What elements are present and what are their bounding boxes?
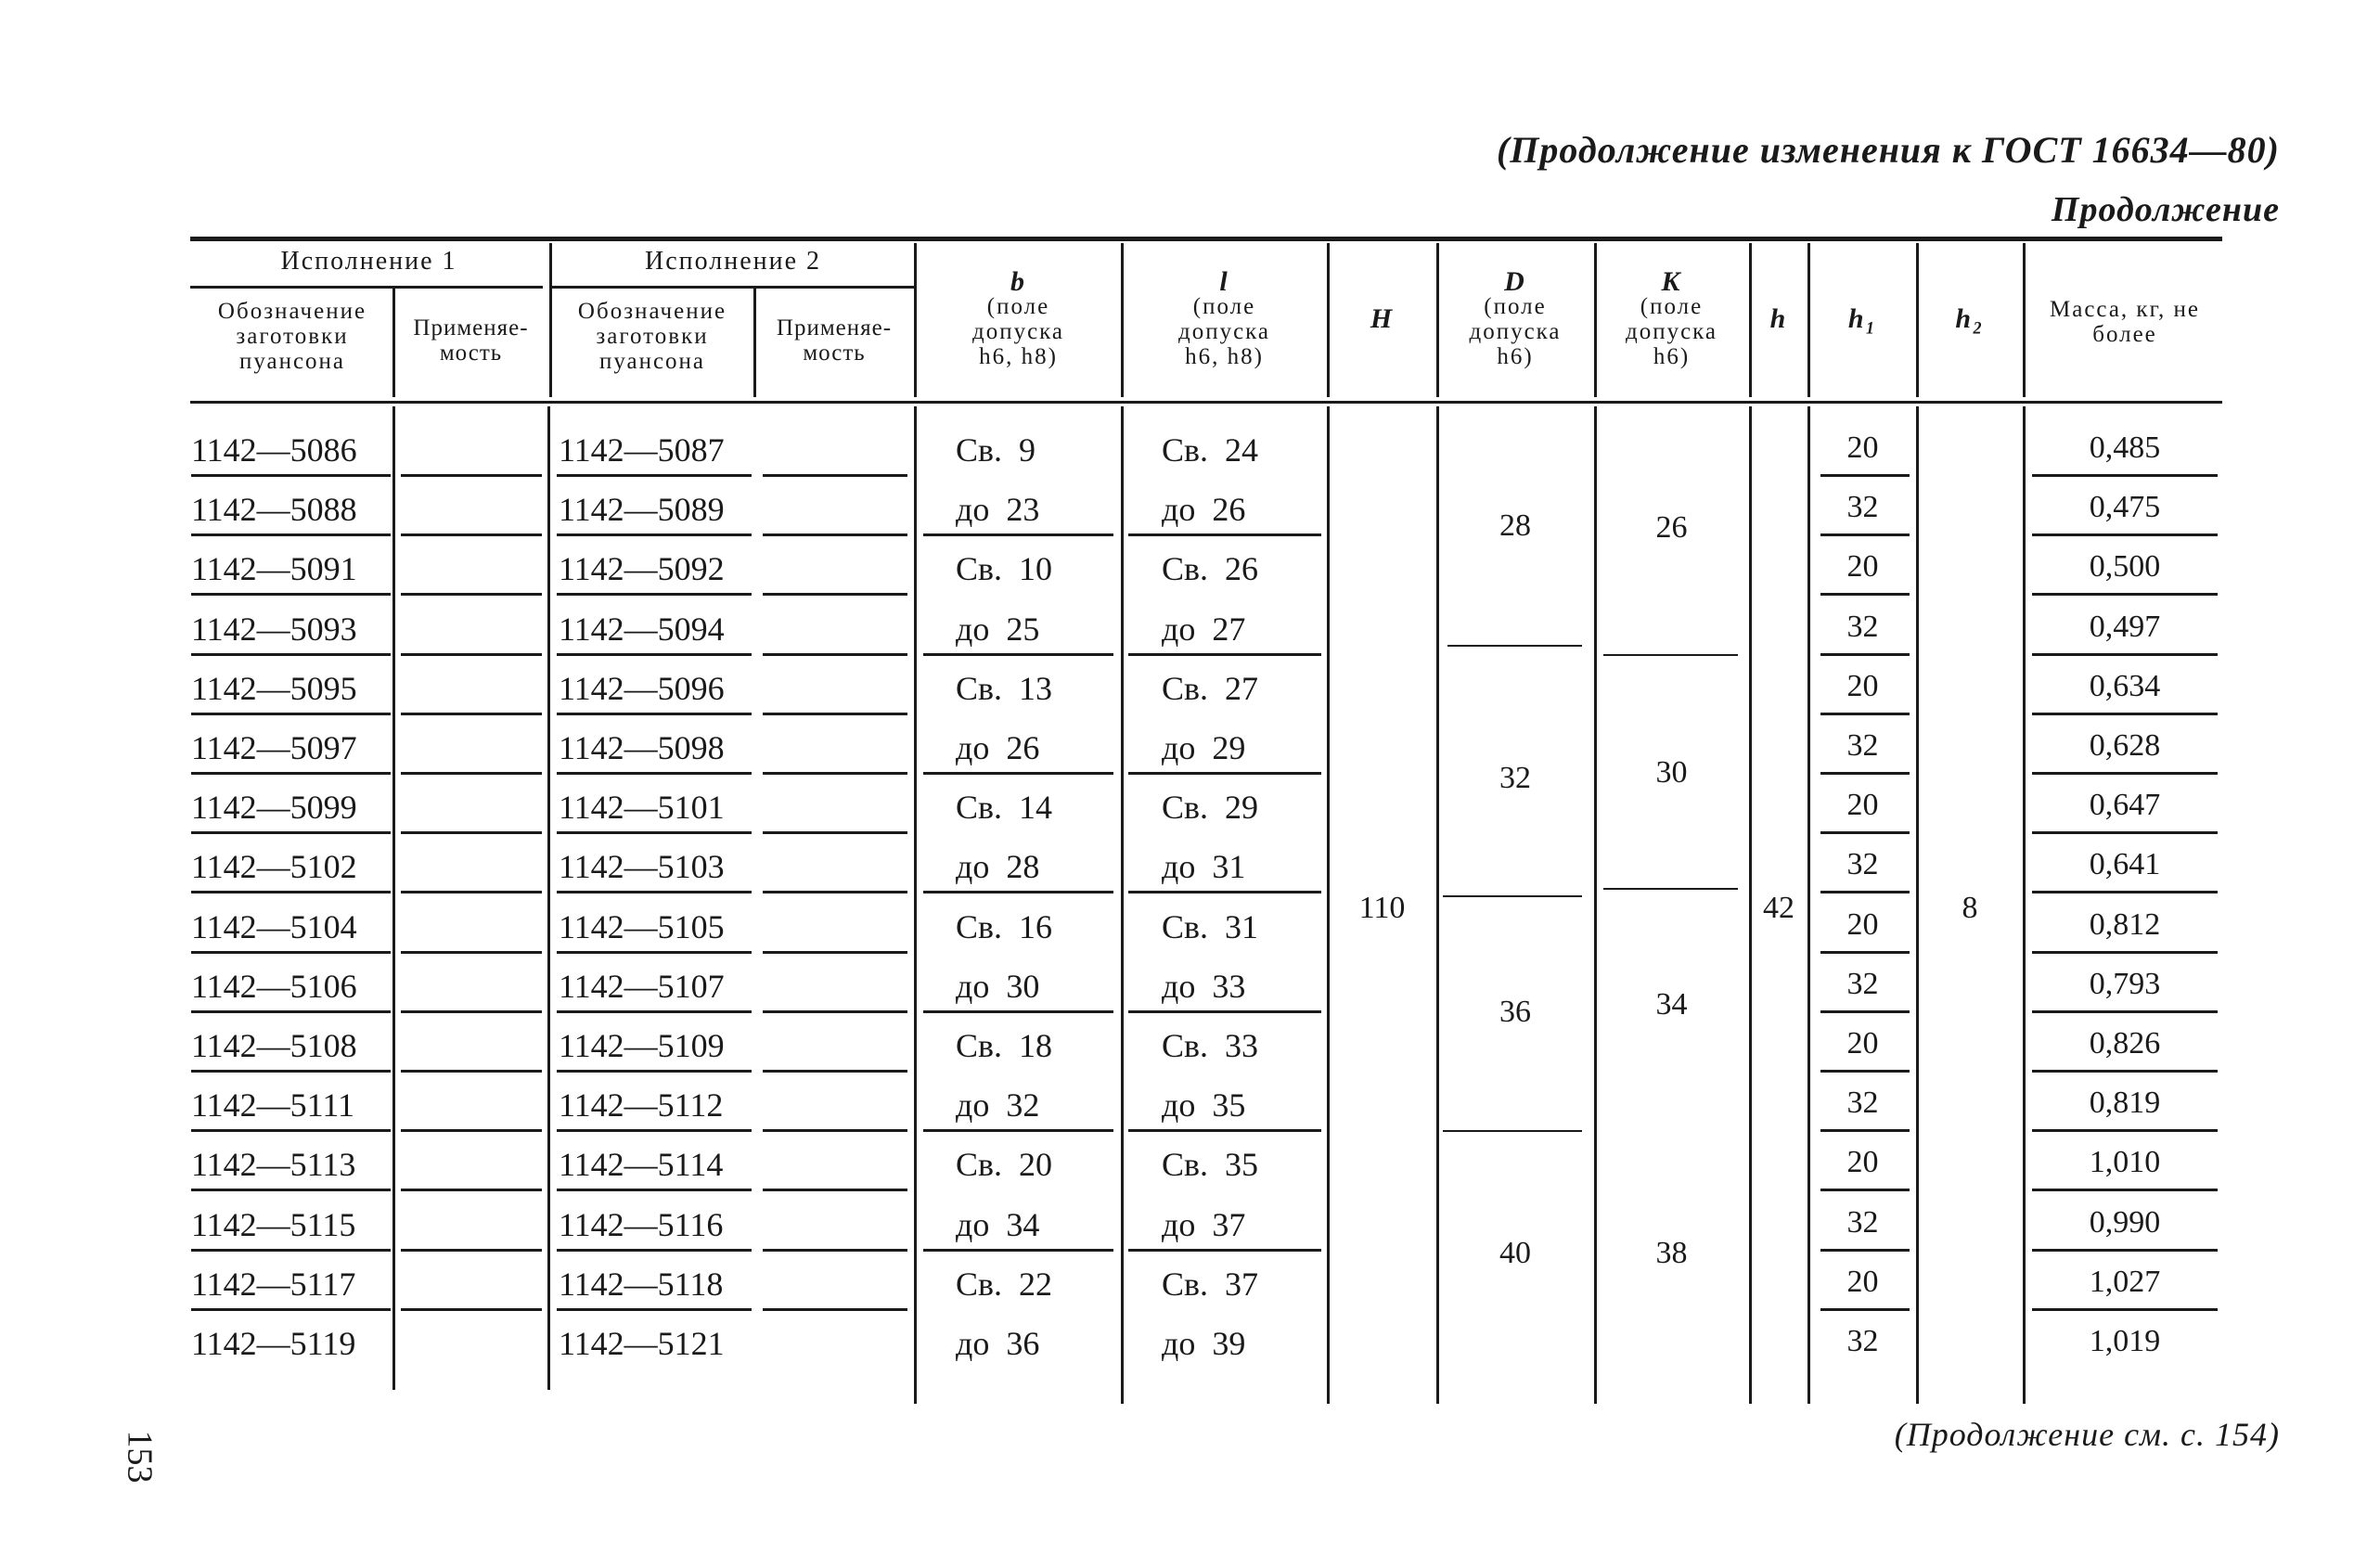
b-tolerance: Св. 16 (956, 908, 1053, 945)
h1-value: 20 (1846, 907, 1879, 942)
mass-value: 0,485 (2089, 431, 2161, 465)
mass-value: 0,812 (2089, 907, 2161, 942)
row-rule (1820, 1189, 1910, 1191)
l-tolerance: до 35 (1162, 1086, 1246, 1124)
l-tolerance: Св. 31 (1162, 908, 1259, 945)
h1-value: 20 (1846, 431, 1879, 465)
blank-code-exec1: 1142—5095 (191, 670, 357, 707)
merged-K-2: 30 (1655, 755, 1688, 790)
h1-value: 20 (1846, 788, 1879, 822)
blank-code-exec2: 1142—5105 (559, 908, 725, 945)
mass-value: 0,793 (2089, 967, 2161, 1001)
merged-K-1: 26 (1655, 510, 1688, 545)
mass-value: 0,497 (2089, 610, 2161, 644)
applicability-rule (763, 593, 907, 596)
applicability-rule (401, 653, 542, 656)
blank-code-exec1: 1142—5106 (191, 968, 357, 1005)
row-rule (557, 713, 752, 715)
merged-H: 110 (1358, 891, 1406, 925)
header-b-symbol: b (1010, 266, 1026, 297)
l-tolerance: до 27 (1162, 610, 1246, 648)
row-rule (2032, 1129, 2218, 1132)
b-tolerance: до 25 (956, 610, 1040, 648)
applicability-rule (763, 653, 907, 656)
header-h: h (1769, 303, 1788, 334)
header-b (919, 266, 1118, 369)
merged-D-4: 40 (1499, 1236, 1531, 1270)
col-rule (1121, 243, 1124, 397)
l-tolerance: Св. 26 (1162, 550, 1259, 587)
blank-code-exec1: 1142—5099 (191, 789, 357, 826)
row-rule (2032, 474, 2218, 477)
l-tolerance: до 39 (1162, 1325, 1246, 1362)
row-rule (923, 1249, 1113, 1252)
b-tolerance: до 30 (956, 968, 1040, 1005)
applicability-rule (401, 1010, 542, 1013)
row-rule (191, 1129, 391, 1132)
merged-D-2: 32 (1499, 761, 1531, 795)
header-h1: h₁ (1847, 303, 1878, 334)
row-rule (1820, 1070, 1910, 1073)
K-group-rule (1603, 888, 1738, 890)
b-tolerance: Св. 22 (956, 1266, 1053, 1303)
h1-value: 20 (1846, 1265, 1879, 1299)
row-rule (191, 1070, 391, 1073)
mass-value: 1,019 (2089, 1324, 2161, 1358)
applicability-rule (763, 831, 907, 834)
applicability-rule (401, 831, 542, 834)
mass-value: 1,010 (2089, 1145, 2161, 1179)
applicability-rule (763, 1308, 907, 1311)
applicability-rule (763, 1189, 907, 1191)
continuation-label: Продолжение (2051, 190, 2280, 229)
row-rule (2032, 831, 2218, 834)
applicability-rule (401, 772, 542, 775)
row-rule (1128, 533, 1321, 536)
applicability-rule (763, 1129, 907, 1132)
b-tolerance: Св. 13 (956, 670, 1053, 707)
exec2-sub-rule (552, 286, 914, 289)
page-number: 153 (120, 1430, 160, 1484)
row-rule (923, 653, 1113, 656)
blank-code-exec2: 1142—5109 (559, 1027, 725, 1064)
mass-value: 0,634 (2089, 669, 2161, 703)
mass-value: 0,819 (2089, 1086, 2161, 1120)
mass-value: 0,475 (2089, 490, 2161, 524)
row-rule (191, 533, 391, 536)
applicability-rule (401, 1308, 542, 1311)
blank-code-exec2: 1142—5103 (559, 848, 725, 885)
header-h2: h₂ (1955, 303, 1985, 334)
header-D-sub: (поле допуска h6) (1469, 294, 1562, 369)
blank-code-exec1: 1142—5104 (191, 908, 357, 945)
applicability-rule (763, 772, 907, 775)
blank-code-exec2: 1142—5096 (559, 670, 725, 707)
h1-value: 32 (1846, 847, 1879, 881)
row-rule (191, 474, 391, 477)
row-rule (1820, 831, 1910, 834)
row-rule (1820, 1249, 1910, 1252)
row-rule (2032, 533, 2218, 536)
l-tolerance: до 26 (1162, 491, 1246, 528)
row-rule (191, 831, 391, 834)
header-mass: Масса, кг, не более (2050, 297, 2200, 347)
D-group-rule (1443, 1130, 1582, 1132)
row-rule (923, 772, 1113, 775)
row-rule (557, 1070, 752, 1073)
b-tolerance: Св. 10 (956, 550, 1053, 587)
row-rule (557, 1249, 752, 1252)
l-tolerance: до 29 (1162, 729, 1246, 766)
h1-value: 20 (1846, 669, 1879, 703)
l-tolerance: Св. 29 (1162, 789, 1259, 826)
header-applicability-1: Применяе-мость (413, 315, 529, 366)
applicability-rule (763, 891, 907, 893)
row-rule (2032, 653, 2218, 656)
blank-code-exec1: 1142—5119 (191, 1325, 356, 1362)
blank-code-exec1: 1142—5117 (191, 1266, 356, 1303)
row-rule (557, 653, 752, 656)
b-tolerance: до 34 (956, 1206, 1040, 1243)
b-tolerance: до 23 (956, 491, 1040, 528)
row-rule (191, 1249, 391, 1252)
blank-code-exec2: 1142—5089 (559, 491, 725, 528)
row-rule (2032, 1010, 2218, 1013)
header-bottom-rule (190, 401, 2222, 404)
row-rule (191, 653, 391, 656)
mass-value: 0,641 (2089, 847, 2161, 881)
row-rule (1820, 951, 1910, 954)
merged-K-3: 34 (1655, 987, 1688, 1022)
blank-code-exec1: 1142—5113 (191, 1146, 356, 1183)
col-rule (1121, 406, 1124, 1404)
h1-value: 20 (1846, 1026, 1879, 1060)
header-l-symbol: l (1219, 266, 1229, 297)
header-l (1125, 266, 1324, 369)
row-rule (1820, 593, 1910, 596)
blank-code-exec1: 1142—5086 (191, 431, 357, 469)
col-rule (914, 406, 917, 1404)
mass-value: 1,027 (2089, 1265, 2161, 1299)
l-tolerance: Св. 37 (1162, 1266, 1259, 1303)
D-group-rule (1447, 645, 1582, 647)
row-rule (191, 713, 391, 715)
merged-h2: 8 (1962, 891, 1978, 925)
row-rule (1820, 1308, 1910, 1311)
continuation-note: (Продолжение см. с. 154) (1894, 1416, 2280, 1453)
b-tolerance: Св. 14 (956, 789, 1053, 826)
col-rule (2023, 406, 2026, 1404)
row-rule (1128, 653, 1321, 656)
b-tolerance: до 28 (956, 848, 1040, 885)
col-rule (547, 406, 550, 1390)
l-tolerance: Св. 27 (1162, 670, 1259, 707)
row-rule (557, 593, 752, 596)
row-rule (2032, 951, 2218, 954)
merged-D-3: 36 (1499, 995, 1531, 1029)
blank-code-exec1: 1142—5115 (191, 1206, 356, 1243)
row-rule (2032, 1189, 2218, 1191)
b-tolerance: Св. 9 (956, 431, 1036, 469)
applicability-rule (401, 533, 542, 536)
col-rule (2023, 243, 2026, 397)
h1-value: 20 (1846, 549, 1879, 584)
row-rule (557, 1308, 752, 1311)
row-rule (923, 1129, 1113, 1132)
table-top-rule (190, 237, 2222, 241)
row-rule (1128, 772, 1321, 775)
mass-value: 0,990 (2089, 1205, 2161, 1240)
h1-value: 32 (1846, 490, 1879, 524)
b-tolerance: Св. 20 (956, 1146, 1053, 1183)
row-rule (1820, 891, 1910, 893)
blank-code-exec1: 1142—5091 (191, 550, 357, 587)
row-rule (923, 533, 1113, 536)
col-rule (392, 406, 395, 1390)
h1-value: 20 (1846, 1145, 1879, 1179)
header-D (1438, 266, 1592, 369)
h1-value: 32 (1846, 728, 1879, 763)
row-rule (2032, 1070, 2218, 1073)
row-rule (557, 1010, 752, 1013)
K-group-rule (1603, 654, 1738, 656)
b-tolerance: до 32 (956, 1086, 1040, 1124)
header-D-symbol: D (1504, 266, 1526, 297)
row-rule (557, 533, 752, 536)
applicability-rule (401, 1070, 542, 1073)
row-rule (1820, 653, 1910, 656)
blank-code-exec2: 1142—5107 (559, 968, 725, 1005)
header-blank-code-1: Обозначение заготовки пуансона (217, 299, 367, 374)
applicability-rule (763, 1070, 907, 1073)
row-rule (191, 1189, 391, 1191)
header-K (1596, 266, 1747, 369)
blank-code-exec2: 1142—5094 (559, 610, 725, 648)
applicability-rule (763, 1249, 907, 1252)
applicability-rule (401, 1189, 542, 1191)
applicability-rule (401, 1129, 542, 1132)
row-rule (557, 474, 752, 477)
applicability-rule (401, 713, 542, 715)
blank-code-exec2: 1142—5098 (559, 729, 725, 766)
blank-code-exec1: 1142—5111 (191, 1086, 354, 1124)
row-rule (1820, 772, 1910, 775)
blank-code-exec1: 1142—5088 (191, 491, 357, 528)
row-rule (1820, 474, 1910, 477)
applicability-rule (763, 533, 907, 536)
row-rule (923, 891, 1113, 893)
header-l-sub: (поле допуска h6, h8) (1177, 294, 1271, 369)
blank-code-exec1: 1142—5108 (191, 1027, 357, 1064)
applicability-rule (763, 951, 907, 954)
row-rule (557, 831, 752, 834)
header-blank-code-2: Обозначение заготовки пуансона (577, 299, 727, 374)
mass-value: 0,826 (2089, 1026, 2161, 1060)
row-rule (1128, 1010, 1321, 1013)
row-rule (1128, 891, 1321, 893)
merged-K-4: 38 (1655, 1236, 1688, 1270)
l-tolerance: до 33 (1162, 968, 1246, 1005)
mass-value: 0,628 (2089, 728, 2161, 763)
row-rule (2032, 1308, 2218, 1311)
applicability-rule (401, 593, 542, 596)
row-rule (2032, 891, 2218, 893)
blank-code-exec2: 1142—5118 (559, 1266, 724, 1303)
row-rule (1820, 1129, 1910, 1132)
row-rule (191, 593, 391, 596)
header-applicability-2: Применяе-мость (776, 315, 893, 366)
row-rule (2032, 713, 2218, 715)
mass-value: 0,647 (2089, 788, 2161, 822)
blank-code-exec2: 1142—5121 (559, 1325, 725, 1362)
blank-code-exec2: 1142—5116 (559, 1206, 724, 1243)
row-rule (191, 772, 391, 775)
blank-code-exec2: 1142—5112 (559, 1086, 724, 1124)
header-exec2: Исполнение 2 (644, 247, 822, 276)
l-tolerance: до 37 (1162, 1206, 1246, 1243)
applicability-rule (401, 1249, 542, 1252)
row-rule (557, 1189, 752, 1191)
l-tolerance: до 31 (1162, 848, 1246, 885)
row-rule (2032, 1249, 2218, 1252)
mass-value: 0,500 (2089, 549, 2161, 584)
b-tolerance: Св. 18 (956, 1027, 1053, 1064)
D-group-rule (1443, 895, 1582, 897)
header-K-sub: (поле допуска h6) (1625, 294, 1718, 369)
row-rule (191, 1308, 391, 1311)
applicability-rule (763, 1010, 907, 1013)
blank-code-exec1: 1142—5093 (191, 610, 357, 648)
applicability-rule (763, 474, 907, 477)
h1-value: 32 (1846, 1086, 1879, 1120)
applicability-rule (401, 474, 542, 477)
blank-code-exec2: 1142—5092 (559, 550, 725, 587)
continuation-title: (Продолжение изменения к ГОСТ 16634—80) (1496, 129, 2280, 171)
b-tolerance: до 26 (956, 729, 1040, 766)
l-tolerance: Св. 35 (1162, 1146, 1259, 1183)
h1-value: 32 (1846, 967, 1879, 1001)
row-rule (1820, 1010, 1910, 1013)
blank-code-exec1: 1142—5102 (191, 848, 357, 885)
applicability-rule (763, 713, 907, 715)
row-rule (2032, 593, 2218, 596)
header-b-sub: (поле допуска h6, h8) (971, 294, 1065, 369)
header-exec1: Исполнение 1 (280, 247, 457, 276)
row-rule (557, 1129, 752, 1132)
header-K-symbol: K (1661, 266, 1682, 297)
l-tolerance: Св. 24 (1162, 431, 1259, 469)
merged-h: 42 (1763, 891, 1794, 925)
row-rule (1820, 533, 1910, 536)
row-rule (2032, 772, 2218, 775)
row-rule (191, 891, 391, 893)
applicability-rule (401, 951, 542, 954)
row-rule (1820, 713, 1910, 715)
row-rule (1128, 1129, 1321, 1132)
header-H: H (1370, 303, 1395, 334)
row-rule (557, 951, 752, 954)
blank-code-exec1: 1142—5097 (191, 729, 357, 766)
h1-value: 32 (1846, 610, 1879, 644)
l-tolerance: Св. 33 (1162, 1027, 1259, 1064)
row-rule (557, 891, 752, 893)
row-rule (557, 772, 752, 775)
blank-code-exec2: 1142—5101 (559, 789, 725, 826)
b-tolerance: до 36 (956, 1325, 1040, 1362)
blank-code-exec2: 1142—5087 (559, 431, 725, 469)
blank-code-exec2: 1142—5114 (559, 1146, 724, 1183)
row-rule (191, 1010, 391, 1013)
exec1-sub-rule (190, 286, 543, 289)
row-rule (1128, 1249, 1321, 1252)
row-rule (191, 951, 391, 954)
h1-value: 32 (1846, 1205, 1879, 1240)
applicability-rule (401, 891, 542, 893)
h1-value: 32 (1846, 1324, 1879, 1358)
col-rule (914, 243, 917, 397)
merged-D-1: 28 (1499, 508, 1531, 543)
row-rule (923, 1010, 1113, 1013)
